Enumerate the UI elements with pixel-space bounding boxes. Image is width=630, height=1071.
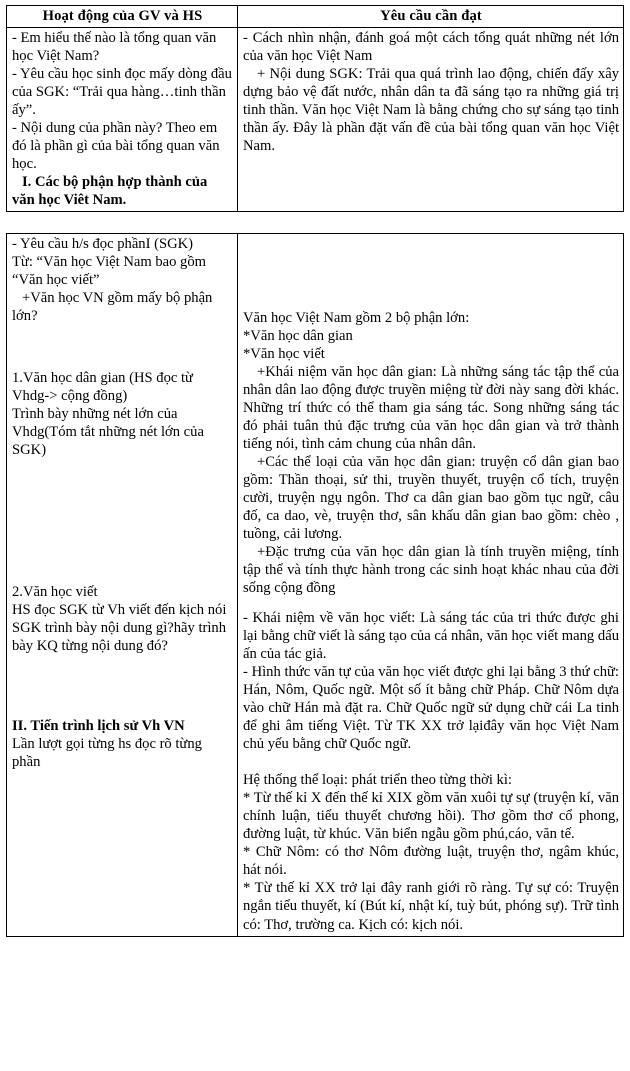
requirement-written-concept: - Khái niệm về văn học viết: Là sáng tác của tri thức được ghi lại bằng chữ viết là sáng tạo của cá nhân, văn học viết mang dấu ấn của tác giả. <box>243 610 619 663</box>
requirement-nom-script: * Chữ Nôm: có thơ Nôm đường luật, truyện thơ, ngâm khúc, hát nói. <box>243 844 619 879</box>
table-header-row <box>7 6 624 28</box>
spacer <box>243 753 619 771</box>
requirement-folk-characteristics: +Đặc trưng của văn học dân gian là tính truyền miệng, tính tập thể và tính thực hành trong các sinh hoạt khác nhau của đời sống cộng đồng <box>243 544 619 597</box>
cell-requirements-main <box>238 234 624 937</box>
cell-requirements-intro <box>238 28 624 212</box>
spacer <box>12 459 233 583</box>
activity-call-students-read: Lần lượt gọi từng hs đọc rõ từng phần <box>12 736 202 771</box>
spacer <box>243 597 619 609</box>
activity-request-read-sgk: - Yêu cầu học sinh đọc mấy dòng đầu của SGK: “Trải qua hàng…tinh thần ấy”. <box>12 66 232 119</box>
activity-folk-literature-label: 1.Văn học dân gian (HS đọc từ Vhdg-> cộng đồng) <box>12 370 193 405</box>
activity-question-parts-count: +Văn học VN gồm mấy bộ phận lớn? <box>12 290 213 325</box>
activity-request-read-part-i: - Yêu cầu h/s đọc phầnI (SGK) <box>12 236 194 252</box>
requirement-two-parts-intro: Văn học Việt Nam gồm 2 bộ phận lớn: <box>243 310 470 326</box>
spacer <box>12 655 233 717</box>
requirement-genre-system: Hệ thống thể loại: phát triển theo từng thời kì: <box>243 772 512 789</box>
activity-question-overview: - Em hiểu thế nào là tổng quan văn học Việt Nam? <box>12 30 217 65</box>
spacer <box>12 325 233 369</box>
section-heading-ii: II. Tiến trình lịch sử Vh VN <box>12 718 185 735</box>
table-header <box>7 6 624 28</box>
cell-activities-main <box>7 234 238 937</box>
requirement-period-10th-19th: * Từ thế kỉ X đến thế kỉ XIX gồm văn xuôi tự sự (truyện kí, văn chính luận, tiểu thuyết chương hồi). Thơ gồm thơ cổ phong, đường luật, từ khúc. Văn biển ngẫu gồm phú,cáo, văn tế. <box>243 790 619 843</box>
requirement-sgk-content: + Nội dung SGK: Trải qua quá trình lao động, chiến đấy xây dựng bảo vệ đất nước, nhân dân ta đã sáng tạo ra những giá trị tinh thần. Văn học Việt Nam là bằng chứng cho sự sáng tạo tinh thần ấy. Đây là phần đặt vấn đề của bài tổng quan văn học Việt Nam. <box>243 66 619 155</box>
requirement-folk-genres: +Các thể loại của văn học dân gian: truyện cổ dân gian bao gồm: Thần thoại, sử thi, truyền thuyết, truyện cổ tích, truyện cười, truyện ngụ ngôn. Thơ ca dân gian bao gồm tục ngữ, câu đố, ca dao, vè, truyện thơ, sân khấu dân gian bao gồm: chèo , tuồng, cải lương. <box>243 454 619 543</box>
activity-question-section-content: - Nội dung của phần này? Theo em đó là phần gì của bài tổng quan văn học. <box>12 120 220 173</box>
activity-folk-literature-task: Trình bày những nét lớn của Vhdg(Tóm tắt những nét lớn của SGK) <box>12 406 204 459</box>
requirement-overview-definition: - Cách nhìn nhận, đánh goá một cách tổng quát những nét lớn của văn học Việt Nam <box>243 30 619 65</box>
cell-activities-intro <box>7 28 238 212</box>
activity-quote-from-sgk: Từ: “Văn học Việt Nam bao gồm “Văn học viết” <box>12 254 207 289</box>
activities-table <box>6 5 624 212</box>
section-heading-i: I. Các bộ phận hợp thành của văn học Viêt Nam. <box>12 174 208 209</box>
table-row <box>7 234 624 937</box>
content-table <box>6 233 624 937</box>
activity-written-literature-label: 2.Văn học viết <box>12 584 98 601</box>
activity-question-sgk-content: SGK trình bày nội dung gì?hãy trình bày KQ từng nội dung đó? <box>12 620 227 655</box>
requirement-folk-concept: +Khái niệm văn học dân gian: Là những sáng tác tập thể của nhân dân lao động được truyền miệng từ đời này sang đời khác. Những trí thức có thể tham gia sáng tác. Song những sáng tác đó phải tuân thủ đặc trưng của văn học dân gian và trở thành tiếng nói, tình cảm chung của nhân dân. <box>243 364 619 453</box>
requirement-period-20th: * Từ thế kỉ XX trở lại đây ranh giới rõ ràng. Tự sự có: Truyện ngắn tiểu thuyết, kí (Bút kí, nhật kí, tuỳ bút, phóng sự). Trữ tình có: Thơ, trường ca. Kịch có: kịch nói. <box>243 880 619 933</box>
requirement-written-literature-item: *Văn học viết <box>243 346 325 363</box>
requirement-written-scripts: - Hình thức văn tự của văn học viết được ghi lại bằng 3 thứ chữ: Hán, Nôm, Quốc ngữ. Một số ít bằng chữ Pháp. Chữ Nôm dựa vào chữ Hán mà đặt ra. Chữ Quốc ngữ sử dụng chữ cái La tinh để ghi âm tiếng Việt. Từ TK XX trở lạiđây văn học Việt Nam chủ yếu bằng chữ Quốc ngữ. <box>243 664 619 753</box>
spacer <box>243 235 619 309</box>
requirement-folk-literature-item: *Văn học dân gian <box>243 328 353 345</box>
column-header-activities: Hoạt động của GV và HS <box>7 6 238 28</box>
table-row <box>7 28 624 212</box>
column-header-requirements: Yêu cầu cần đạt <box>238 6 624 28</box>
activity-read-sgk-written: HS đọc SGK từ Vh viết đến kịch nói <box>12 602 227 619</box>
